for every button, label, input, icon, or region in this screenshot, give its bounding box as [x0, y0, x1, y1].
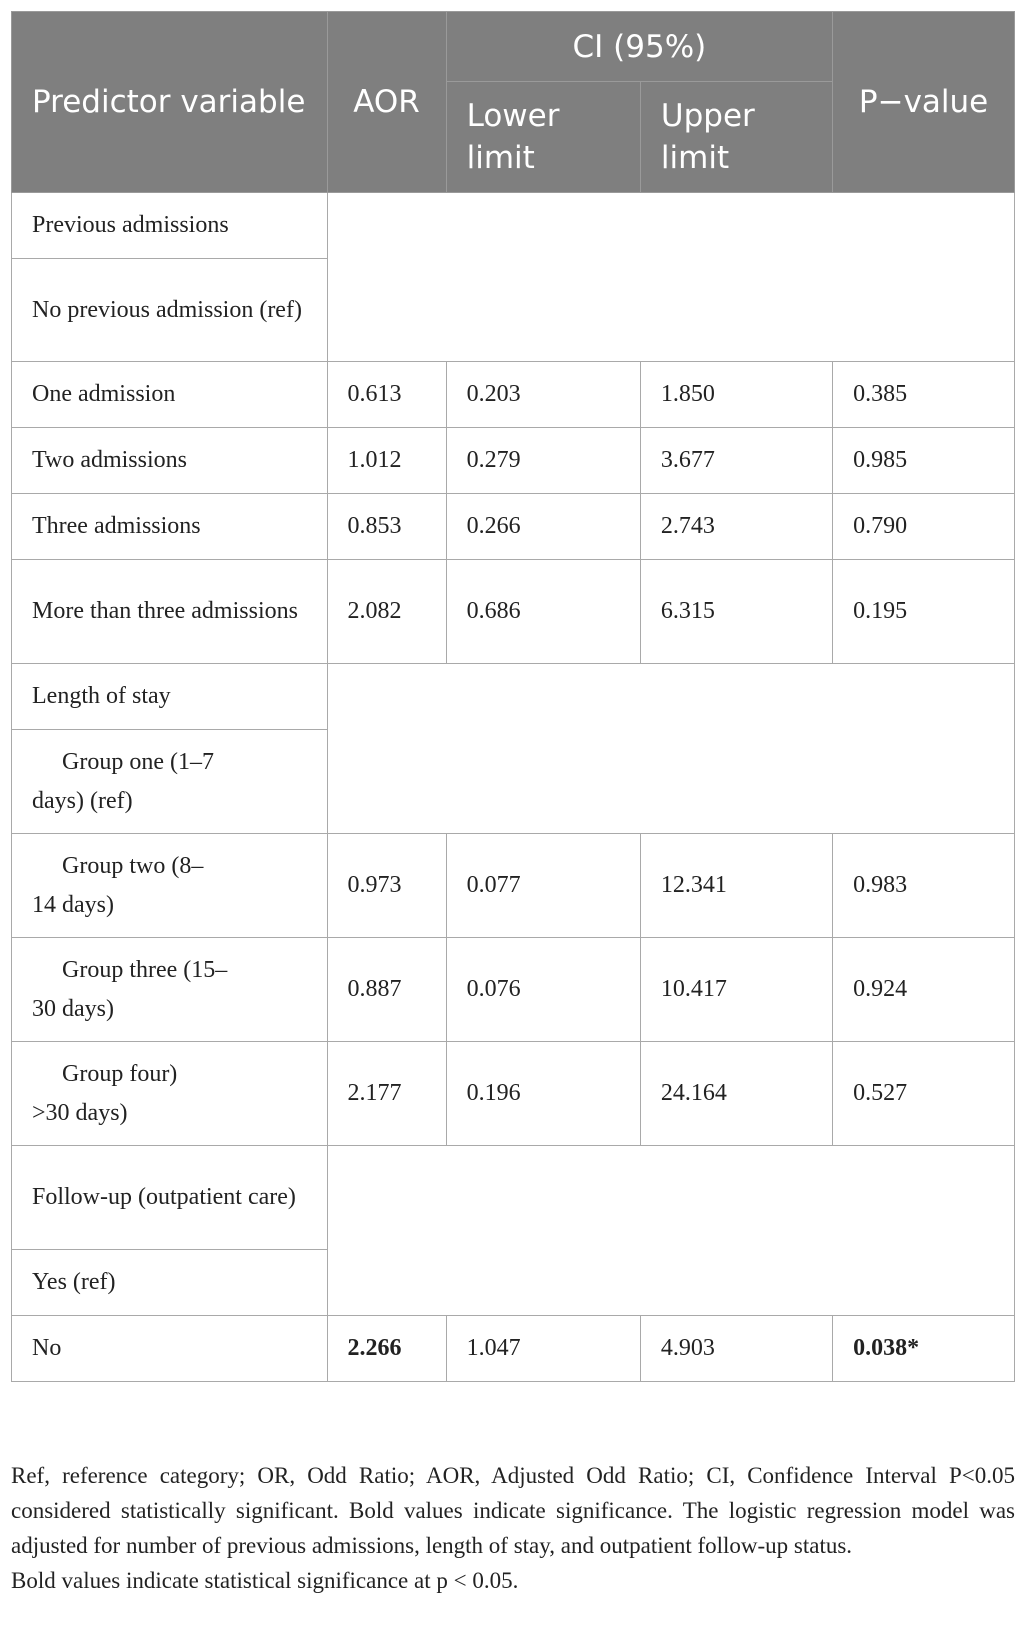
upper-limit-value: 24.164 — [640, 1042, 832, 1146]
row-label: Previous admissions — [12, 193, 328, 259]
aor-value: 2.177 — [327, 1042, 446, 1146]
p-value: 0.195 — [833, 560, 1015, 664]
row-label: Two admissions — [12, 428, 328, 494]
lower-limit-value: 0.076 — [446, 938, 640, 1042]
lower-limit-value: 0.077 — [446, 834, 640, 938]
header-lower-limit: Lower limit — [446, 82, 640, 193]
p-value: 0.790 — [833, 494, 1015, 560]
row-label-line2: days) (ref) — [32, 787, 133, 814]
header-ci: CI (95%) — [446, 12, 833, 82]
p-value: 0.038* — [833, 1316, 1015, 1382]
footnote-abbreviations: Ref, reference category; OR, Odd Ratio; AOR, Adjusted Odd Ratio; CI, Confidence Interval P<0.05 considered statistically significant. Bold values indicate significance. The logistic regression model was adjusted for number of previous admissions, length of stay, and outpatient follow-up status. — [11, 1463, 1015, 1558]
row-label: No previous admission (ref) — [12, 259, 328, 362]
row-label: Length of stay — [12, 664, 328, 730]
aor-value: 0.853 — [327, 494, 446, 560]
empty-cell — [327, 1146, 1014, 1316]
header-upper-limit: Upper limit — [640, 82, 832, 193]
table-row — [12, 834, 1015, 938]
table-row — [12, 560, 1015, 664]
table-row — [12, 1146, 1015, 1250]
table-row — [12, 428, 1015, 494]
aor-value: 2.082 — [327, 560, 446, 664]
table-row — [12, 494, 1015, 560]
p-value: 0.985 — [833, 428, 1015, 494]
row-label-line1: Group two (8– — [62, 852, 204, 879]
table-row — [12, 938, 1015, 1042]
aor-value: 0.973 — [327, 834, 446, 938]
table-footnotes — [11, 1458, 1015, 1598]
table-container — [11, 11, 1015, 1382]
row-label-line2: 14 days) — [32, 891, 114, 918]
row-label: One admission — [12, 362, 328, 428]
lower-limit-value: 1.047 — [446, 1316, 640, 1382]
aor-value: 0.613 — [327, 362, 446, 428]
row-label — [12, 1042, 328, 1146]
row-label-line1: Group three (15– — [62, 956, 228, 983]
upper-limit-value: 6.315 — [640, 560, 832, 664]
empty-cell — [327, 193, 1014, 362]
aor-value: 0.887 — [327, 938, 446, 1042]
upper-limit-value: 2.743 — [640, 494, 832, 560]
row-label-line1: Group four) — [62, 1060, 178, 1087]
row-label-line1: Group one (1–7 — [62, 748, 214, 775]
table-row — [12, 362, 1015, 428]
lower-limit-value: 0.279 — [446, 428, 640, 494]
upper-limit-value: 3.677 — [640, 428, 832, 494]
table-row — [12, 664, 1015, 730]
lower-limit-value: 0.686 — [446, 560, 640, 664]
aor-value: 1.012 — [327, 428, 446, 494]
row-label: Three admissions — [12, 494, 328, 560]
p-value: 0.527 — [833, 1042, 1015, 1146]
row-label — [12, 938, 328, 1042]
aor-value: 2.266 — [327, 1316, 446, 1382]
row-label: No — [12, 1316, 328, 1382]
p-value: 0.924 — [833, 938, 1015, 1042]
table-row — [12, 193, 1015, 259]
lower-limit-value: 0.196 — [446, 1042, 640, 1146]
row-label — [12, 730, 328, 834]
header-p-value: P−value — [833, 12, 1015, 193]
row-label: Follow-up (outpatient care) — [12, 1146, 328, 1250]
upper-limit-value: 10.417 — [640, 938, 832, 1042]
header-aor: AOR — [327, 12, 446, 193]
row-label — [12, 834, 328, 938]
regression-table — [11, 11, 1015, 1382]
row-label: Yes (ref) — [12, 1250, 328, 1316]
p-value: 0.983 — [833, 834, 1015, 938]
row-label-line2: 30 days) — [32, 995, 114, 1022]
lower-limit-value: 0.203 — [446, 362, 640, 428]
upper-limit-value: 4.903 — [640, 1316, 832, 1382]
p-value: 0.385 — [833, 362, 1015, 428]
row-label-line2: >30 days) — [32, 1099, 128, 1126]
upper-limit-value: 12.341 — [640, 834, 832, 938]
footnote-significance: Bold values indicate statistical significance at p < 0.05. — [11, 1568, 519, 1593]
upper-limit-value: 1.850 — [640, 362, 832, 428]
header-predictor-variable: Predictor variable — [12, 12, 328, 193]
table-row — [12, 1316, 1015, 1382]
empty-cell — [327, 664, 1014, 834]
table-row — [12, 1042, 1015, 1146]
lower-limit-value: 0.266 — [446, 494, 640, 560]
row-label: More than three admissions — [12, 560, 328, 664]
